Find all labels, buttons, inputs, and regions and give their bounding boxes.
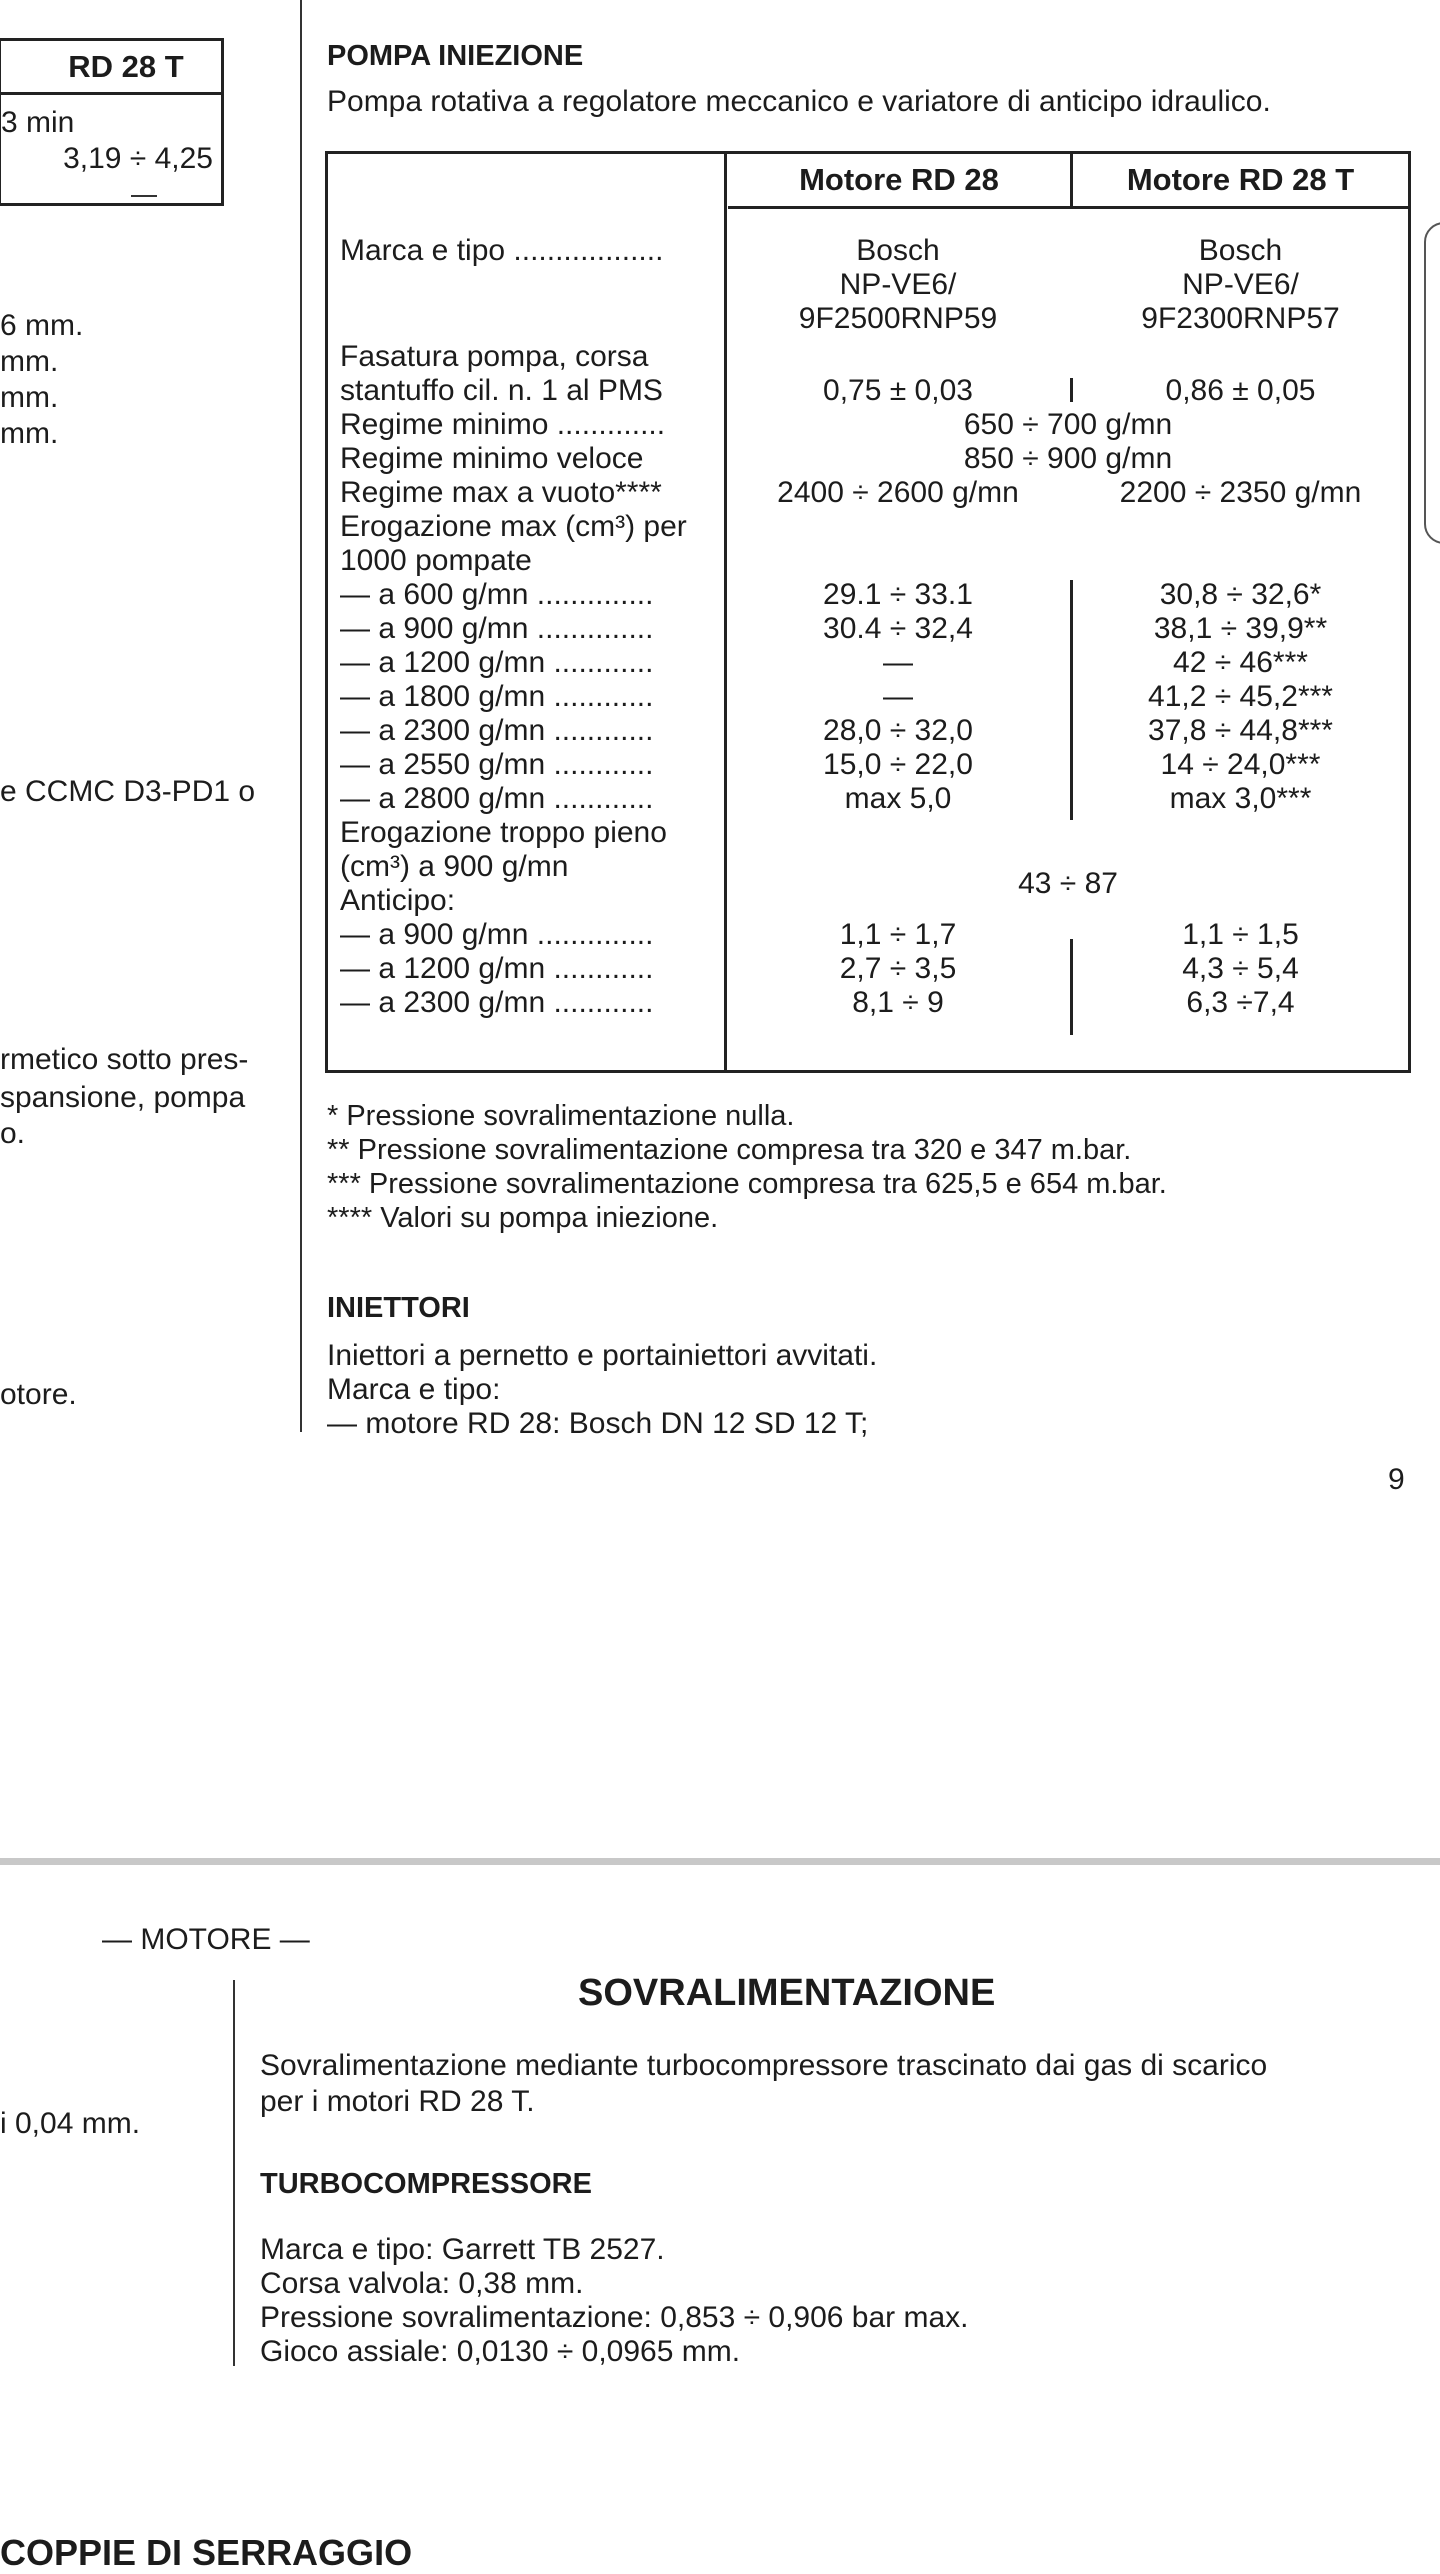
row-label: Anticipo:	[340, 884, 456, 917]
rd28-value: —	[883, 680, 913, 713]
left-fragment: spansione, pompa	[0, 1081, 246, 1114]
row-label: Erogazione troppo pieno	[340, 816, 667, 849]
rd28t-value: Bosch	[1198, 234, 1283, 267]
footnote: ** Pressione sovralimentazione compresa tra 320 e 347 m.bar.	[327, 1134, 1132, 1166]
pompa-heading: POMPA INIEZIONE	[327, 40, 584, 72]
table-column-divider	[1070, 154, 1073, 209]
left-fragment: i 0,04 mm.	[0, 2107, 141, 2140]
rd28-value: 9F2500RNP59	[798, 302, 998, 335]
rd28t-value: 30,8 ÷ 32,6*	[1159, 578, 1322, 611]
iniettori-heading: INIETTORI	[327, 1292, 470, 1324]
sovra-intro-line: Sovralimentazione mediante turbocompressore trascinato dai gas di scarico	[260, 2049, 1268, 2082]
col-header-rd28: Motore RD 28	[799, 162, 999, 197]
row-label: Regime max a vuoto****	[340, 476, 662, 509]
rd28t-value: 1,1 ÷ 1,5	[1182, 918, 1299, 951]
rd28-value: 8,1 ÷ 9	[852, 986, 944, 1019]
rd28t-value: max 3,0***	[1169, 782, 1312, 815]
rd28t-value: 42 ÷ 46***	[1173, 646, 1308, 679]
iniettori-line: Iniettori a pernetto e portainiettori avvitati.	[327, 1339, 878, 1372]
turbo-spec-line: Gioco assiale: 0,0130 ÷ 0,0965 mm.	[260, 2335, 741, 2368]
rd28t-value: 14 ÷ 24,0***	[1160, 748, 1321, 781]
rd28t-value: 0,86 ± 0,05	[1165, 374, 1316, 407]
row-label: — a 1200 g/mn ............	[340, 646, 654, 679]
row-label: — a 900 g/mn ..............	[340, 918, 654, 951]
rd28t-value: 38,1 ÷ 39,9**	[1153, 612, 1328, 645]
rd28-value: 30.4 ÷ 32,4	[823, 612, 973, 645]
left-fragment: 6 mm.	[0, 309, 84, 342]
row-label: — a 1800 g/mn ............	[340, 680, 654, 713]
rd28-value: —	[883, 646, 913, 679]
rd28t-value: 6,3 ÷7,4	[1186, 986, 1295, 1019]
row-label: Regime minimo veloce	[340, 442, 644, 475]
right-edge-bracket	[1424, 222, 1440, 544]
pompa-intro: Pompa rotativa a regolatore meccanico e variatore di anticipo idraulico.	[327, 85, 1271, 118]
footnote: **** Valori su pompa iniezione.	[327, 1202, 719, 1234]
row-label: — a 2300 g/mn ............	[340, 986, 654, 1019]
rd28-value: max 5,0	[844, 782, 952, 815]
top-left-value: 3,19 ÷ 4,25	[63, 142, 213, 175]
row-label: Erogazione max (cm³) per	[340, 510, 687, 543]
rd28-value: Bosch	[856, 234, 940, 267]
row-label: stantuffo cil. n. 1 al PMS	[340, 374, 663, 407]
row-label: (cm³) a 900 g/mn	[340, 850, 569, 883]
left-fragment: rmetico sotto pres-	[0, 1043, 249, 1076]
row-label: — a 2300 g/mn ............	[340, 714, 654, 747]
row-label: — a 2550 g/mn ............	[340, 748, 654, 781]
footnote: *** Pressione sovralimentazione compresa tra 625,5 e 654 m.bar.	[327, 1168, 1167, 1200]
rd28-value: 15,0 ÷ 22,0	[823, 748, 973, 781]
turbo-spec-line: Corsa valvola: 0,38 mm.	[260, 2267, 584, 2300]
coppie-heading: COPPIE DI SERRAGGIO	[0, 2532, 413, 2573]
column-divider	[233, 1980, 235, 2366]
sovralimentazione-title: SOVRALIMENTAZIONE	[578, 1972, 996, 2014]
top-left-header: RD 28 T	[1, 41, 221, 95]
turbo-spec-line: Marca e tipo: Garrett TB 2527.	[260, 2233, 665, 2266]
rd28t-value: 37,8 ÷ 44,8***	[1148, 714, 1333, 747]
left-fragment: mm.	[0, 417, 59, 450]
page-separator	[0, 1858, 1440, 1865]
rd28-value: NP-VE6/	[839, 268, 957, 301]
rd28t-value: 2200 ÷ 2350 g/mn	[1119, 476, 1362, 509]
rd28t-value: NP-VE6/	[1182, 268, 1299, 301]
top-left-min-text: 3 min	[1, 106, 75, 139]
iniettori-line: Marca e tipo:	[327, 1373, 501, 1406]
row-label: 1000 pompate	[340, 544, 532, 577]
rd28t-value: 9F2300RNP57	[1141, 302, 1340, 335]
col-header-rd28t: Motore RD 28 T	[1126, 162, 1355, 197]
row-label: Marca e tipo ..................	[340, 234, 664, 267]
left-fragment: otore.	[0, 1378, 77, 1411]
turbo-spec-line: Pressione sovralimentazione: 0,853 ÷ 0,906 bar max.	[260, 2301, 969, 2334]
column-divider	[300, 0, 302, 1432]
left-fragment: mm.	[0, 345, 59, 378]
table-header-row	[728, 154, 1408, 209]
top-left-dash	[131, 195, 157, 197]
page-number: 9	[1388, 1463, 1405, 1496]
rd28t-value: 4,3 ÷ 5,4	[1182, 952, 1299, 985]
rd28-value: 1,1 ÷ 1,7	[839, 918, 957, 951]
rd28-value: 28,0 ÷ 32,0	[823, 714, 973, 747]
row-label: — a 600 g/mn ..............	[340, 578, 654, 611]
pompa-spec-table	[325, 151, 1411, 1073]
table-column-divider	[724, 151, 727, 1073]
row-label: — a 1200 g/mn ............	[340, 952, 654, 985]
rd28-value: 2400 ÷ 2600 g/mn	[777, 476, 1019, 509]
rd28-value: 0,75 ± 0,03	[823, 374, 973, 407]
shared-value: 850 ÷ 900 g/mn	[963, 442, 1173, 475]
rd28-value: 2,7 ÷ 3,5	[839, 952, 957, 985]
shared-value: 650 ÷ 700 g/mn	[963, 408, 1173, 441]
footnote: * Pressione sovralimentazione nulla.	[327, 1100, 795, 1132]
motore-section-label: — MOTORE —	[102, 1923, 310, 1956]
left-fragment: e CCMC D3-PD1 o	[0, 775, 256, 808]
sovra-intro-line: per i motori RD 28 T.	[260, 2085, 535, 2118]
turbocompressore-heading: TURBOCOMPRESSORE	[260, 2168, 592, 2200]
rd28t-value: 41,2 ÷ 45,2***	[1148, 680, 1333, 713]
row-label: — a 2800 g/mn ............	[340, 782, 654, 815]
left-fragment: mm.	[0, 381, 59, 414]
row-label: Fasatura pompa, corsa	[340, 340, 649, 373]
shared-value: 43 ÷ 87	[1018, 867, 1118, 900]
row-label: — a 900 g/mn ..............	[340, 612, 654, 645]
iniettori-line: — motore RD 28: Bosch DN 12 SD 12 T;	[327, 1407, 869, 1440]
top-left-spec-box	[0, 38, 224, 206]
row-label: Regime minimo .............	[340, 408, 666, 441]
left-fragment: o.	[0, 1117, 26, 1150]
rd28-value: 29.1 ÷ 33.1	[823, 578, 973, 611]
